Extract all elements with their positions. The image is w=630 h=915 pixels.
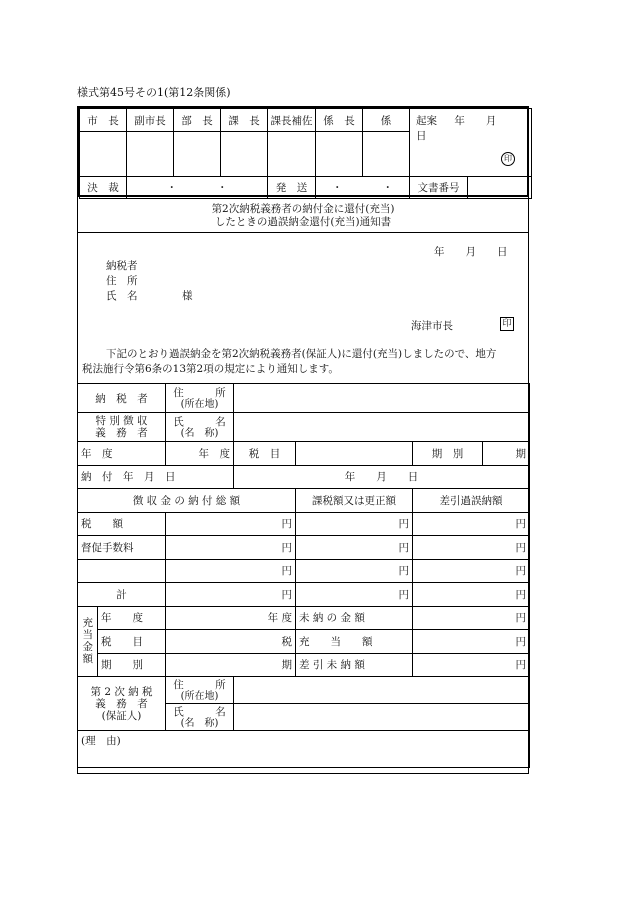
tax-amount-label: 税 額 — [78, 512, 166, 536]
role-subsection-chief: 係 長 — [316, 109, 363, 132]
secondary-taxpayer-label: 第 2 次 納 税 義 務 者 (保証人) — [78, 677, 166, 731]
reminder-fee-paid[interactable]: 円 — [166, 536, 296, 560]
tax-amount-overpaid[interactable]: 円 — [413, 512, 530, 536]
stamp-box-assistant-chief[interactable] — [268, 132, 316, 177]
dispatch-dot-2: ・ — [382, 182, 393, 194]
notice-text-line-1: 下記のとおり過誤納金を第2次納税義務者(保証人)に還付(充当)しましたので、地方 — [106, 348, 497, 360]
allocation-period-field[interactable]: 期 — [166, 653, 296, 677]
stamp-box-subsection-chief[interactable] — [316, 132, 363, 177]
document-number-label: 文書番号 — [410, 177, 468, 199]
total-paid[interactable]: 円 — [166, 583, 296, 607]
net-unpaid-label: 差 引 未 納 額 — [296, 653, 413, 677]
allocation-tax-item-field[interactable]: 税 — [166, 630, 296, 654]
taxpayer-name-label: 氏 名 — [106, 290, 138, 302]
blank-item-overpaid[interactable]: 円 — [413, 559, 530, 583]
decision-date[interactable] — [127, 177, 268, 199]
dispatch-dot-1: ・ — [332, 182, 343, 194]
taxpayer-label: 納税者 — [106, 260, 138, 272]
honorific-sama: 様 — [182, 290, 193, 302]
address-header: 住 所 (所在地) — [166, 384, 234, 413]
secondary-address-header: 住 所 (所在地) — [166, 677, 234, 704]
payment-date-field[interactable]: 年 月 日 — [234, 465, 530, 489]
reminder-fee-label: 督促手数料 — [78, 536, 166, 560]
fiscal-year-label: 年 度 — [78, 442, 166, 466]
title-line-1: 第2次納税義務者の納付金に還付(充当) — [211, 203, 395, 215]
total-assessed[interactable]: 円 — [296, 583, 413, 607]
fiscal-year-field[interactable]: 年 度 — [166, 442, 234, 466]
decision-label: 決 裁 — [80, 177, 127, 199]
decision-dot-1: ・ — [166, 182, 177, 194]
payment-date-label: 納 付 年 月 日 — [78, 465, 234, 489]
net-unpaid-field[interactable]: 円 — [413, 653, 530, 677]
taxpayer-address-label: 住 所 — [106, 275, 138, 287]
notice-text-line-2: 税法施行令第6条の13第2項の規定により通知します。 — [82, 363, 339, 375]
issue-date[interactable]: 年 月 日 — [434, 246, 508, 258]
tax-amount-paid[interactable]: 円 — [166, 512, 296, 536]
tax-item-field[interactable] — [296, 442, 413, 466]
dispatch-date[interactable] — [316, 177, 410, 199]
stamp-box-staff[interactable] — [363, 132, 410, 177]
refund-detail-table — [77, 383, 530, 768]
allocated-amount-label: 充 当 額 — [296, 630, 413, 654]
allocation-tax-item-label: 税 目 — [98, 630, 166, 654]
form-number-label: 様式第45号その1(第12条関係) — [77, 86, 231, 99]
header-overpayment: 差引過誤納額 — [413, 489, 530, 513]
tax-item-label: 税 目 — [234, 442, 296, 466]
tax-amount-assessed[interactable]: 円 — [296, 512, 413, 536]
withholding-taxpayer-label: 納 税 者 — [78, 384, 166, 413]
header-total-payment: 徴 収 金 の 納 付 総 額 — [78, 489, 296, 513]
stamp-box-section-chief[interactable] — [221, 132, 268, 177]
allocation-amount-label: 充当金額 — [78, 606, 98, 677]
withholding-address-field[interactable] — [234, 384, 530, 413]
special-collector-label: 特 別 徴 収 義 務 者 — [78, 413, 166, 442]
stamp-box-director[interactable] — [174, 132, 221, 177]
period-field[interactable]: 期 — [483, 442, 530, 466]
mayor-seal-icon: 印 — [500, 317, 514, 331]
mayor-title: 海津市長 — [411, 320, 453, 332]
document-title — [77, 203, 529, 229]
title-divider — [77, 232, 529, 233]
secondary-name-field[interactable] — [234, 704, 530, 731]
name-header: 氏 名 (名 称) — [166, 413, 234, 442]
total-label: 計 — [78, 583, 166, 607]
allocated-amount-field[interactable]: 円 — [413, 630, 530, 654]
draft-date: 年 月 日 — [416, 115, 518, 142]
role-assistant-chief: 課長補佐 — [268, 109, 316, 132]
decision-dot-2: ・ — [217, 182, 228, 194]
dispatch-label: 発 送 — [268, 177, 316, 199]
seal-icon: 印 — [501, 152, 515, 166]
blank-item-assessed[interactable]: 円 — [296, 559, 413, 583]
role-staff: 係 — [363, 109, 410, 132]
title-line-2: したときの過誤納金還付(充当)通知書 — [214, 216, 392, 228]
secondary-address-field[interactable] — [234, 677, 530, 704]
role-deputy-mayor: 副市長 — [127, 109, 174, 132]
reason-label: (理 由) — [81, 735, 121, 747]
blank-item-paid[interactable]: 円 — [166, 559, 296, 583]
approval-stamp-block — [77, 106, 529, 197]
withholding-name-field[interactable] — [234, 413, 530, 442]
blank-item-label[interactable] — [78, 559, 166, 583]
total-overpaid[interactable]: 円 — [413, 583, 530, 607]
unpaid-amount-field[interactable]: 円 — [413, 606, 530, 630]
role-mayor: 市 長 — [80, 109, 127, 132]
role-director: 部 長 — [174, 109, 221, 132]
reminder-fee-overpaid[interactable]: 円 — [413, 536, 530, 560]
reason-field[interactable] — [78, 731, 530, 768]
stamp-box-deputy-mayor[interactable] — [127, 132, 174, 177]
reminder-fee-assessed[interactable]: 円 — [296, 536, 413, 560]
unpaid-amount-label: 未 納 の 金 額 — [296, 606, 413, 630]
stamp-box-mayor[interactable] — [80, 132, 127, 177]
role-section-chief: 課 長 — [221, 109, 268, 132]
document-number-field[interactable] — [468, 177, 532, 199]
allocation-year-field[interactable]: 年 度 — [166, 606, 296, 630]
allocation-year-label: 年 度 — [98, 606, 166, 630]
period-label: 期 別 — [413, 442, 483, 466]
header-assessed-amount: 課税額又は更正額 — [296, 489, 413, 513]
secondary-name-header: 氏 名 (名 称) — [166, 704, 234, 731]
draft-date-cell — [410, 109, 532, 177]
allocation-period-label: 期 別 — [98, 653, 166, 677]
draft-label: 起案 — [416, 115, 437, 127]
